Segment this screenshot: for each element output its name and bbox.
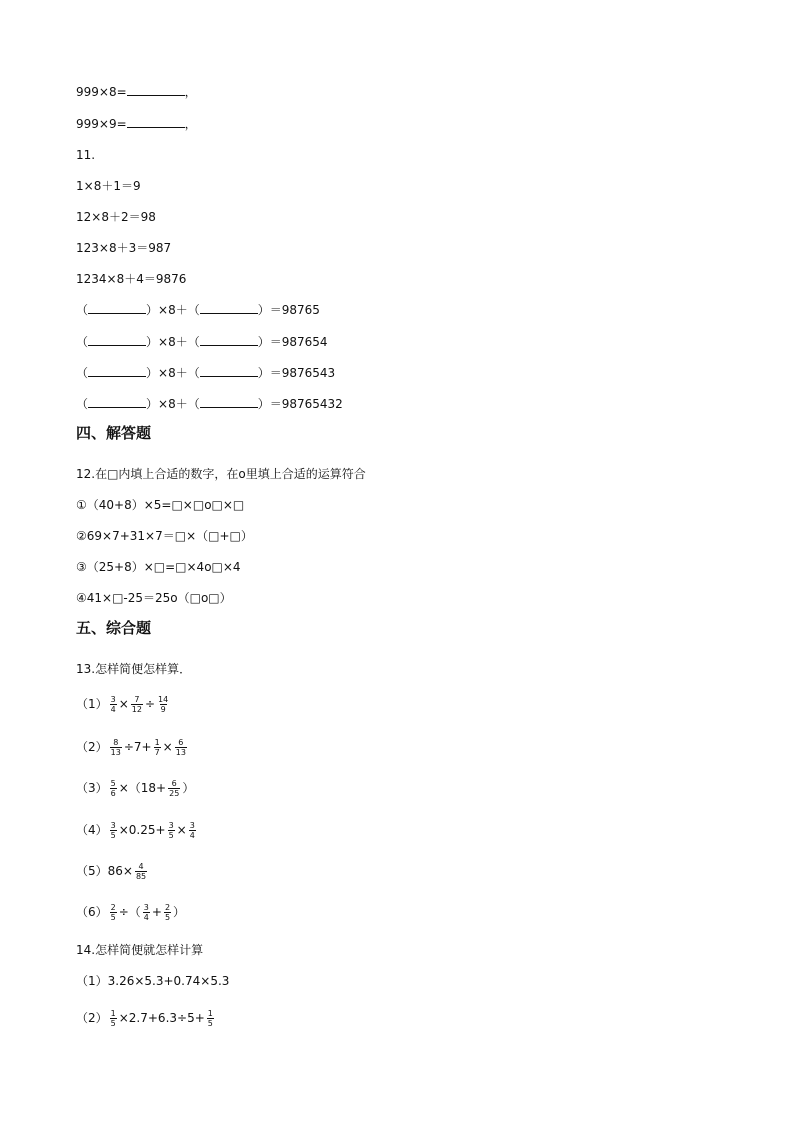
fill-line-98765432 — [76, 396, 343, 412]
answer-blank[interactable] — [127, 85, 185, 96]
numerator: 3 — [110, 694, 116, 704]
section-4-title: 四、解答题 — [76, 424, 152, 442]
numerator: 1 — [154, 737, 160, 747]
q14-item-2 — [76, 1004, 216, 1032]
operator-text: ）×8＋（ — [146, 303, 200, 317]
result-value: 987654 — [281, 335, 328, 349]
numerator: 5 — [110, 778, 116, 788]
q13-item-5 — [76, 857, 149, 885]
expr-text: 999×9= — [76, 117, 127, 131]
numerator: 3 — [168, 820, 174, 830]
fraction — [168, 779, 180, 798]
numerator: 7 — [134, 694, 140, 704]
numerator: 2 — [164, 902, 171, 912]
fill-line-987654 — [76, 334, 328, 350]
operator-text: ）×8＋（ — [146, 335, 200, 349]
fraction — [207, 1009, 214, 1028]
denominator: 4 — [110, 704, 116, 714]
paren: （ — [76, 397, 89, 411]
line-999x8 — [76, 84, 197, 100]
item-label: （2） — [76, 1011, 108, 1025]
answer-blank[interactable] — [200, 397, 258, 408]
numerator: 4 — [138, 861, 144, 871]
question-14: 14.怎样简便就怎样计算 — [76, 943, 204, 957]
pattern-line-4: 1234×8＋4＝9876 — [76, 272, 187, 286]
pattern-line-2: 12×8＋2＝98 — [76, 210, 156, 224]
result-value: 9876543 — [281, 366, 336, 380]
section-5-title: 五、综合题 — [76, 619, 152, 637]
paren: （ — [76, 366, 89, 380]
denominator: 7 — [154, 747, 160, 757]
operator-text: ）＝ — [257, 397, 282, 411]
fraction — [157, 695, 169, 714]
q12-item-1: ①（40+8）×5=□×□o□×□ — [76, 498, 245, 512]
q13-item-2 — [76, 733, 189, 761]
denominator: 5 — [110, 1018, 116, 1028]
operator-text: ×（18+ — [118, 781, 167, 795]
paren: （ — [76, 303, 89, 317]
answer-blank[interactable] — [88, 303, 146, 314]
fraction — [143, 903, 150, 922]
operator-text: × — [118, 697, 129, 711]
comma: ， — [184, 85, 197, 99]
denominator: 5 — [110, 830, 116, 840]
numerator: 2 — [110, 902, 116, 912]
fraction — [110, 821, 117, 840]
item-label: （4） — [76, 823, 108, 837]
q14-item-1: （1）3.26×5.3+0.74×5.3 — [76, 974, 230, 988]
comma: ， — [184, 117, 197, 131]
fraction — [135, 862, 147, 881]
denominator: 85 — [135, 871, 147, 881]
fraction — [131, 695, 143, 714]
answer-blank[interactable] — [88, 366, 146, 377]
denominator: 5 — [168, 830, 174, 840]
q13-item-6 — [76, 898, 185, 926]
item-label: （5） — [76, 864, 108, 878]
pattern-line-3: 123×8＋3＝987 — [76, 241, 172, 255]
q13-item-4 — [76, 816, 198, 844]
q12-item-3: ③（25+8）×□=□×4o□×4 — [76, 560, 241, 574]
pattern-line-1: 1×8＋1＝9 — [76, 179, 141, 193]
operator-text: ×2.7+6.3÷5+ — [118, 1011, 205, 1025]
fill-line-98765 — [76, 302, 320, 318]
denominator: 25 — [169, 788, 180, 798]
q12-item-2: ②69×7+31×7＝□×（□+□） — [76, 529, 253, 543]
answer-blank[interactable] — [88, 335, 146, 346]
q12-item-4: ④41×□-25＝25o（□o□） — [76, 591, 232, 605]
denominator: 13 — [175, 747, 186, 757]
operator-text: × — [176, 823, 187, 837]
q13-item-1 — [76, 690, 171, 718]
operator-text: ÷ — [144, 697, 156, 711]
answer-blank[interactable] — [88, 397, 146, 408]
fraction — [164, 903, 171, 922]
item-label: （3） — [76, 781, 108, 795]
paren: （ — [76, 335, 89, 349]
numerator: 3 — [143, 902, 149, 912]
operator-text: ）＝ — [257, 303, 282, 317]
numerator: 3 — [189, 820, 195, 830]
denominator: 5 — [207, 1018, 213, 1028]
operator-text: × — [162, 740, 173, 754]
denominator: 5 — [164, 912, 171, 922]
operator-text: ÷7+ — [123, 740, 152, 754]
answer-blank[interactable] — [200, 366, 258, 377]
fill-line-9876543 — [76, 365, 335, 381]
fraction — [154, 738, 161, 757]
fraction — [110, 779, 117, 798]
numerator: 6 — [171, 778, 177, 788]
operator-text: ）＝ — [257, 335, 282, 349]
question-12: 12.在□内填上合适的数字，在o里填上合适的运算符合 — [76, 467, 366, 481]
numerator: 1 — [207, 1008, 213, 1018]
expr-text: 999×8= — [76, 85, 127, 99]
numerator: 3 — [110, 820, 116, 830]
item-label: （6） — [76, 905, 108, 919]
q13-item-3 — [76, 774, 194, 802]
denominator: 4 — [143, 912, 149, 922]
operator-text: + — [151, 905, 162, 919]
operator-text: ）×8＋（ — [146, 397, 200, 411]
operator-text: ×0.25+ — [118, 823, 166, 837]
denominator: 5 — [110, 912, 116, 922]
answer-blank[interactable] — [127, 117, 185, 128]
denominator: 13 — [110, 747, 121, 757]
numerator: 14 — [158, 694, 169, 704]
fraction — [175, 738, 187, 757]
item-label: （2） — [76, 740, 108, 754]
numerator: 6 — [178, 737, 184, 747]
question-13: 13.怎样简便怎样算． — [76, 662, 192, 676]
line-999x9 — [76, 116, 197, 132]
numerator: 8 — [113, 737, 119, 747]
question-11-label: 11. — [76, 148, 96, 162]
fraction — [110, 1009, 117, 1028]
operator-text: ）＝ — [257, 366, 282, 380]
denominator: 4 — [189, 830, 195, 840]
operator-text: ）×8＋（ — [146, 366, 200, 380]
item-label: （1） — [76, 697, 108, 711]
denominator: 9 — [160, 704, 166, 714]
operator-text: ） — [173, 905, 186, 919]
answer-blank[interactable] — [200, 303, 258, 314]
fraction — [189, 821, 196, 840]
operator-text: ÷（ — [118, 905, 141, 919]
fraction — [110, 903, 117, 922]
answer-blank[interactable] — [200, 335, 258, 346]
denominator: 12 — [131, 704, 142, 714]
denominator: 6 — [110, 788, 116, 798]
fraction — [168, 821, 175, 840]
numerator: 1 — [110, 1008, 116, 1018]
operator-text: 86× — [107, 864, 133, 878]
fraction — [110, 695, 117, 714]
fraction — [110, 738, 122, 757]
operator-text: ） — [182, 781, 195, 795]
result-value: 98765432 — [281, 397, 343, 411]
result-value: 98765 — [281, 303, 320, 317]
